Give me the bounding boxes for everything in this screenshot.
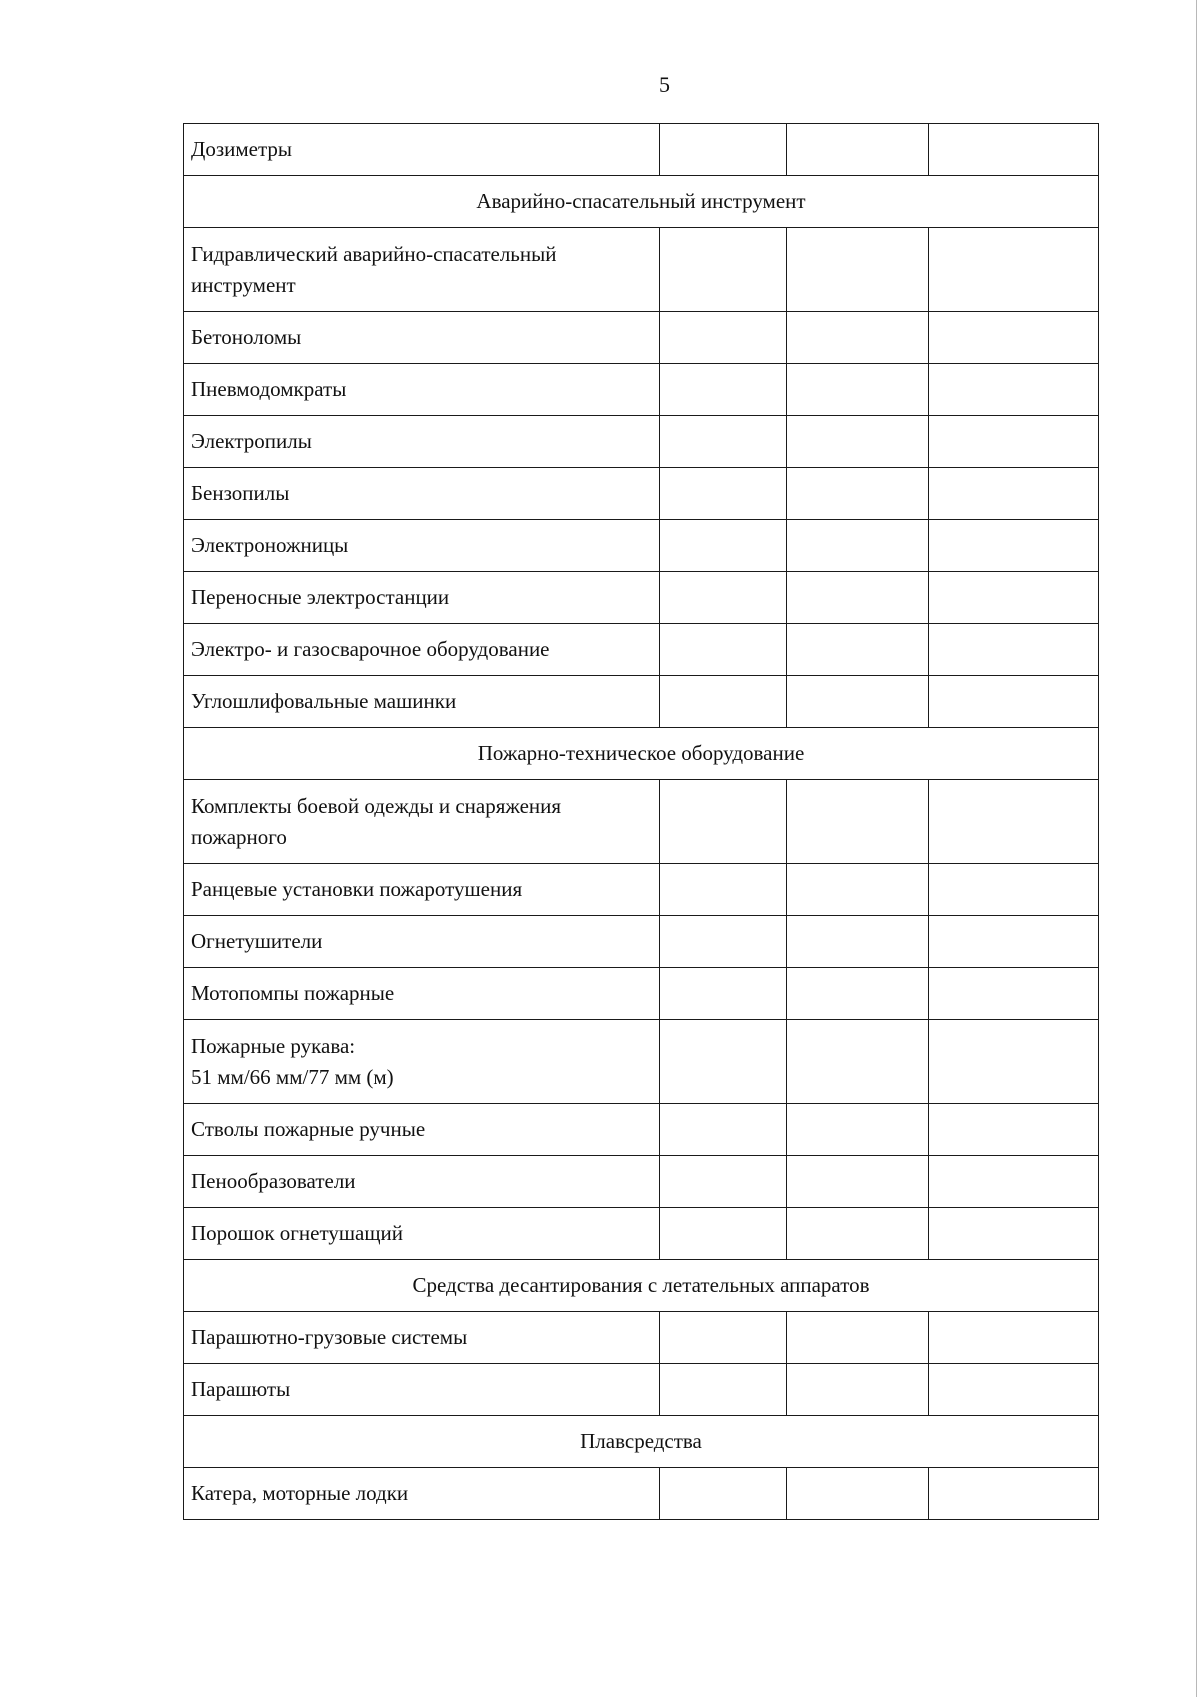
quantity-cell-1 <box>660 228 787 312</box>
item-name-cell: Пенообразователи <box>184 1156 660 1208</box>
item-name-cell: Стволы пожарные ручные <box>184 1104 660 1156</box>
quantity-cell-1 <box>660 1208 787 1260</box>
quantity-cell-2 <box>787 1312 929 1364</box>
quantity-cell-1 <box>660 968 787 1020</box>
quantity-cell-1 <box>660 1156 787 1208</box>
item-name-cell: Переносные электростанции <box>184 572 660 624</box>
quantity-cell-3 <box>929 780 1099 864</box>
item-name-cell: Пожарные рукава: 51 мм/66 мм/77 мм (м) <box>184 1020 660 1104</box>
quantity-cell-1 <box>660 624 787 676</box>
scan-edge-line <box>1196 0 1197 1697</box>
item-name-cell: Огнетушители <box>184 916 660 968</box>
quantity-cell-2 <box>787 1020 929 1104</box>
quantity-cell-3 <box>929 676 1099 728</box>
quantity-cell-1 <box>660 1104 787 1156</box>
equipment-table <box>183 123 1099 1520</box>
quantity-cell-3 <box>929 416 1099 468</box>
quantity-cell-1 <box>660 312 787 364</box>
quantity-cell-3 <box>929 520 1099 572</box>
table-row <box>184 1156 1099 1208</box>
table-row <box>184 1468 1099 1520</box>
quantity-cell-3 <box>929 1364 1099 1416</box>
table-row <box>184 416 1099 468</box>
table-row <box>184 864 1099 916</box>
quantity-cell-1 <box>660 1312 787 1364</box>
table-row <box>184 364 1099 416</box>
quantity-cell-2 <box>787 676 929 728</box>
quantity-cell-2 <box>787 1156 929 1208</box>
quantity-cell-1 <box>660 1020 787 1104</box>
quantity-cell-3 <box>929 1104 1099 1156</box>
page-number: 5 <box>659 72 670 97</box>
equipment-table-body <box>184 124 1099 1520</box>
quantity-cell-2 <box>787 124 929 176</box>
item-name-cell: Катера, моторные лодки <box>184 1468 660 1520</box>
quantity-cell-3 <box>929 312 1099 364</box>
quantity-cell-2 <box>787 1468 929 1520</box>
item-name-cell: Парашютно-грузовые системы <box>184 1312 660 1364</box>
quantity-cell-1 <box>660 1364 787 1416</box>
quantity-cell-1 <box>660 572 787 624</box>
section-header-row <box>184 1260 1099 1312</box>
section-title: Пожарно-техническое оборудование <box>184 728 1099 780</box>
item-name-cell: Порошок огнетушащий <box>184 1208 660 1260</box>
table-row <box>184 1020 1099 1104</box>
quantity-cell-2 <box>787 1104 929 1156</box>
quantity-cell-2 <box>787 468 929 520</box>
item-name-cell: Гидравлический аварийно-спасательный инструмент <box>184 228 660 312</box>
quantity-cell-1 <box>660 468 787 520</box>
item-name-cell: Пневмодомкраты <box>184 364 660 416</box>
quantity-cell-3 <box>929 1312 1099 1364</box>
table-row <box>184 1104 1099 1156</box>
quantity-cell-2 <box>787 520 929 572</box>
quantity-cell-1 <box>660 780 787 864</box>
item-name-cell: Углошлифовальные машинки <box>184 676 660 728</box>
quantity-cell-3 <box>929 228 1099 312</box>
item-name-cell: Бензопилы <box>184 468 660 520</box>
section-title: Средства десантирования с летательных аппаратов <box>184 1260 1099 1312</box>
section-title: Плавсредства <box>184 1416 1099 1468</box>
table-row <box>184 520 1099 572</box>
quantity-cell-2 <box>787 968 929 1020</box>
quantity-cell-2 <box>787 228 929 312</box>
quantity-cell-1 <box>660 520 787 572</box>
quantity-cell-1 <box>660 1468 787 1520</box>
item-name-cell: Бетоноломы <box>184 312 660 364</box>
section-title: Аварийно-спасательный инструмент <box>184 176 1099 228</box>
table-row <box>184 1364 1099 1416</box>
quantity-cell-2 <box>787 916 929 968</box>
section-header-row <box>184 1416 1099 1468</box>
quantity-cell-2 <box>787 312 929 364</box>
table-row <box>184 124 1099 176</box>
table-row <box>184 676 1099 728</box>
quantity-cell-2 <box>787 1364 929 1416</box>
quantity-cell-3 <box>929 124 1099 176</box>
quantity-cell-1 <box>660 124 787 176</box>
quantity-cell-3 <box>929 864 1099 916</box>
item-name-cell: Мотопомпы пожарные <box>184 968 660 1020</box>
quantity-cell-2 <box>787 1208 929 1260</box>
quantity-cell-3 <box>929 1020 1099 1104</box>
item-name-cell: Электро- и газосварочное оборудование <box>184 624 660 676</box>
quantity-cell-2 <box>787 364 929 416</box>
quantity-cell-3 <box>929 1208 1099 1260</box>
item-name-cell: Электроножницы <box>184 520 660 572</box>
table-row <box>184 312 1099 364</box>
table-row <box>184 780 1099 864</box>
table-row <box>184 468 1099 520</box>
quantity-cell-1 <box>660 864 787 916</box>
quantity-cell-3 <box>929 624 1099 676</box>
quantity-cell-3 <box>929 1468 1099 1520</box>
table-row <box>184 228 1099 312</box>
item-name-cell: Парашюты <box>184 1364 660 1416</box>
table-row <box>184 572 1099 624</box>
quantity-cell-1 <box>660 676 787 728</box>
quantity-cell-3 <box>929 468 1099 520</box>
item-name-cell: Комплекты боевой одежды и снаряжения пожарного <box>184 780 660 864</box>
quantity-cell-2 <box>787 780 929 864</box>
quantity-cell-3 <box>929 1156 1099 1208</box>
quantity-cell-3 <box>929 572 1099 624</box>
quantity-cell-3 <box>929 364 1099 416</box>
section-header-row <box>184 176 1099 228</box>
section-header-row <box>184 728 1099 780</box>
table-row <box>184 968 1099 1020</box>
table-row <box>184 1208 1099 1260</box>
item-name-cell: Дозиметры <box>184 124 660 176</box>
quantity-cell-2 <box>787 572 929 624</box>
item-name-cell: Электропилы <box>184 416 660 468</box>
table-row <box>184 624 1099 676</box>
quantity-cell-1 <box>660 916 787 968</box>
table-row <box>184 916 1099 968</box>
table-row <box>184 1312 1099 1364</box>
quantity-cell-1 <box>660 416 787 468</box>
quantity-cell-3 <box>929 968 1099 1020</box>
quantity-cell-1 <box>660 364 787 416</box>
quantity-cell-2 <box>787 624 929 676</box>
quantity-cell-2 <box>787 416 929 468</box>
quantity-cell-2 <box>787 864 929 916</box>
quantity-cell-3 <box>929 916 1099 968</box>
item-name-cell: Ранцевые установки пожаротушения <box>184 864 660 916</box>
